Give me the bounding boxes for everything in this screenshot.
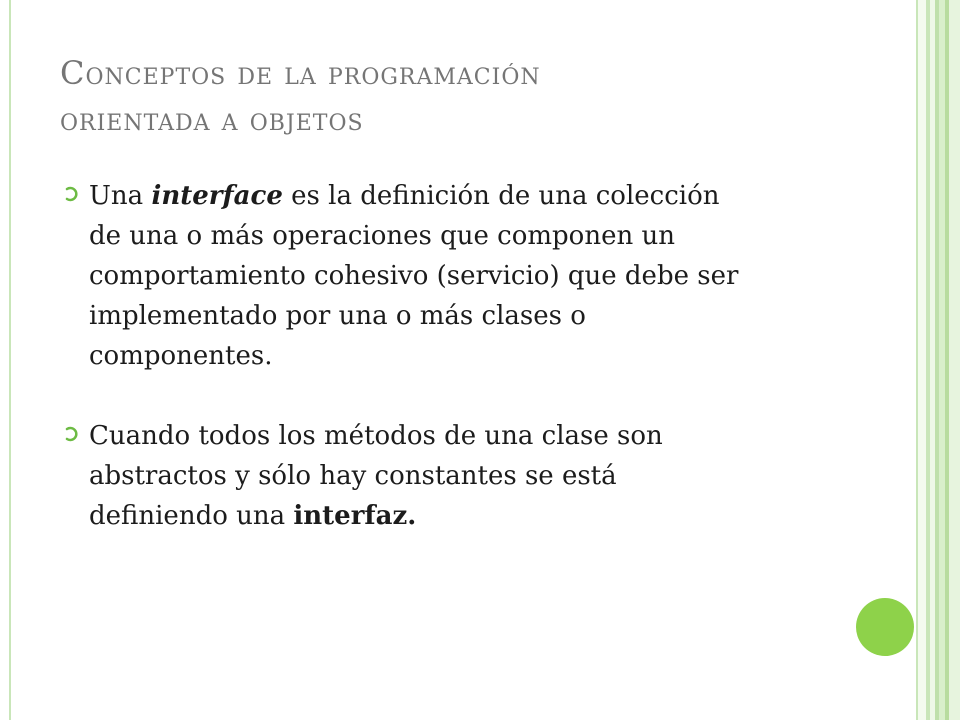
title-initial: C	[60, 54, 86, 92]
bullet-abstract-methods	[62, 416, 822, 536]
right-decorative-band-stripe	[949, 0, 960, 720]
right-decorative-band	[918, 0, 926, 720]
slide-title	[60, 50, 880, 142]
bullet-1-line-3: comportamiento cohesivo (servicio) que debe ser	[89, 261, 739, 291]
title-line-1-text: onceptos de la programación	[85, 54, 541, 92]
bullet-2-line-1: Cuando todos los métodos de una clase son	[89, 421, 663, 451]
interface-term: interface	[151, 181, 283, 211]
bullet-1-line-2: de una o más operaciones que componen un	[89, 221, 675, 251]
bullet-1-line-5: componentes.	[89, 341, 273, 371]
bullet-2-line-3: definiendo una interfaz.	[89, 501, 417, 531]
interfaz-term: interfaz.	[293, 501, 417, 531]
bullet-2-line-2: abstractos y sólo hay constantes se está	[89, 461, 617, 491]
bullet-icon	[62, 426, 78, 442]
bullet-icon	[62, 186, 78, 202]
slide-body	[62, 176, 822, 536]
bullet-1-line-4: implementado por una o más clases o	[89, 301, 586, 331]
green-circle-decoration	[856, 598, 914, 656]
title-line-1	[60, 50, 880, 96]
title-line-2: orientada a objetos	[60, 100, 364, 138]
bullet-interface-definition	[62, 176, 822, 376]
bullet-1-line-1: Una interface es la definición de una colección	[89, 181, 720, 211]
